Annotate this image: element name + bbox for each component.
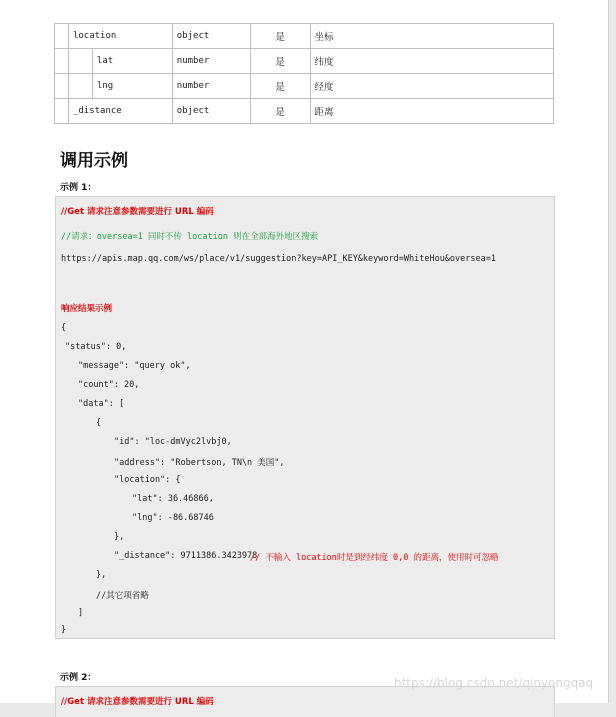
code-comment: // 不输入 location时是到经纬度 0,0 的距离，使用时可忽略	[250, 553, 499, 563]
table-row	[55, 49, 554, 74]
code-line: ]	[78, 608, 84, 618]
indent-cell	[68, 74, 92, 99]
code-line: }	[61, 625, 67, 635]
example-2-label: 示例 2：	[60, 673, 97, 683]
code-line: },	[114, 532, 125, 542]
param-type: number	[172, 49, 250, 74]
param-type: number	[172, 74, 250, 99]
param-desc: 纬度	[310, 49, 553, 74]
param-desc: 坐标	[310, 24, 553, 49]
indent-cell	[55, 74, 69, 99]
param-name: _distance	[68, 99, 172, 124]
request-url: https://apis.map.qq.com/ws/place/v1/suggestion?key=API_KEY&keyword=WhiteHou&oversea=1	[61, 254, 496, 264]
code-comment: //Get 请求注意参数需要进行 URL 编码	[61, 207, 214, 217]
code-line: //其它项省略	[96, 591, 149, 601]
code-line: "id": "loc-dmVyc2lvbj0,	[114, 437, 232, 447]
table-row	[55, 74, 554, 99]
param-name: location	[68, 24, 172, 49]
param-required: 是	[250, 24, 310, 49]
indent-cell	[55, 49, 69, 74]
code-line: "data": [	[78, 399, 125, 409]
param-required: 是	[250, 99, 310, 124]
param-desc: 距离	[310, 99, 553, 124]
code-line: "lat": 36.46866,	[132, 494, 214, 504]
code-line: "lng": -86.68746	[132, 513, 214, 523]
example-2-code-block	[55, 686, 555, 717]
params-table	[54, 23, 554, 124]
param-name: lng	[92, 74, 172, 99]
example-1-label: 示例 1：	[60, 183, 97, 193]
table-row	[55, 99, 554, 124]
param-type: object	[172, 99, 250, 124]
indent-cell	[55, 99, 69, 124]
code-line: "status": 0,	[65, 342, 127, 352]
response-heading: 响应结果示例	[61, 304, 113, 314]
section-title: 调用示例	[60, 151, 128, 171]
table-row	[55, 24, 554, 49]
code-line: },	[96, 570, 107, 580]
code-line: "location": {	[114, 475, 181, 485]
code-comment: //请求：oversea=1 同时不传 location 则在全部海外地区搜索	[61, 232, 319, 242]
param-type: object	[172, 24, 250, 49]
indent-cell	[68, 49, 92, 74]
param-required: 是	[250, 74, 310, 99]
indent-cell	[55, 24, 69, 49]
example-1-code-block	[55, 196, 555, 639]
code-line: "_distance": 9711386.3423978	[114, 551, 258, 561]
code-line: "message": "query ok",	[78, 361, 191, 371]
param-name: lat	[92, 49, 172, 74]
code-comment: //Get 请求注意参数需要进行 URL 编码	[61, 697, 214, 707]
code-line: {	[61, 323, 67, 333]
watermark: https://blog.csdn.net/qinyongqaq	[394, 676, 594, 690]
param-required: 是	[250, 49, 310, 74]
code-line: {	[96, 418, 102, 428]
code-line: "count": 20,	[78, 380, 140, 390]
code-line: "address": "Robertson, TN\n 美国",	[114, 458, 285, 468]
param-desc: 经度	[310, 74, 553, 99]
